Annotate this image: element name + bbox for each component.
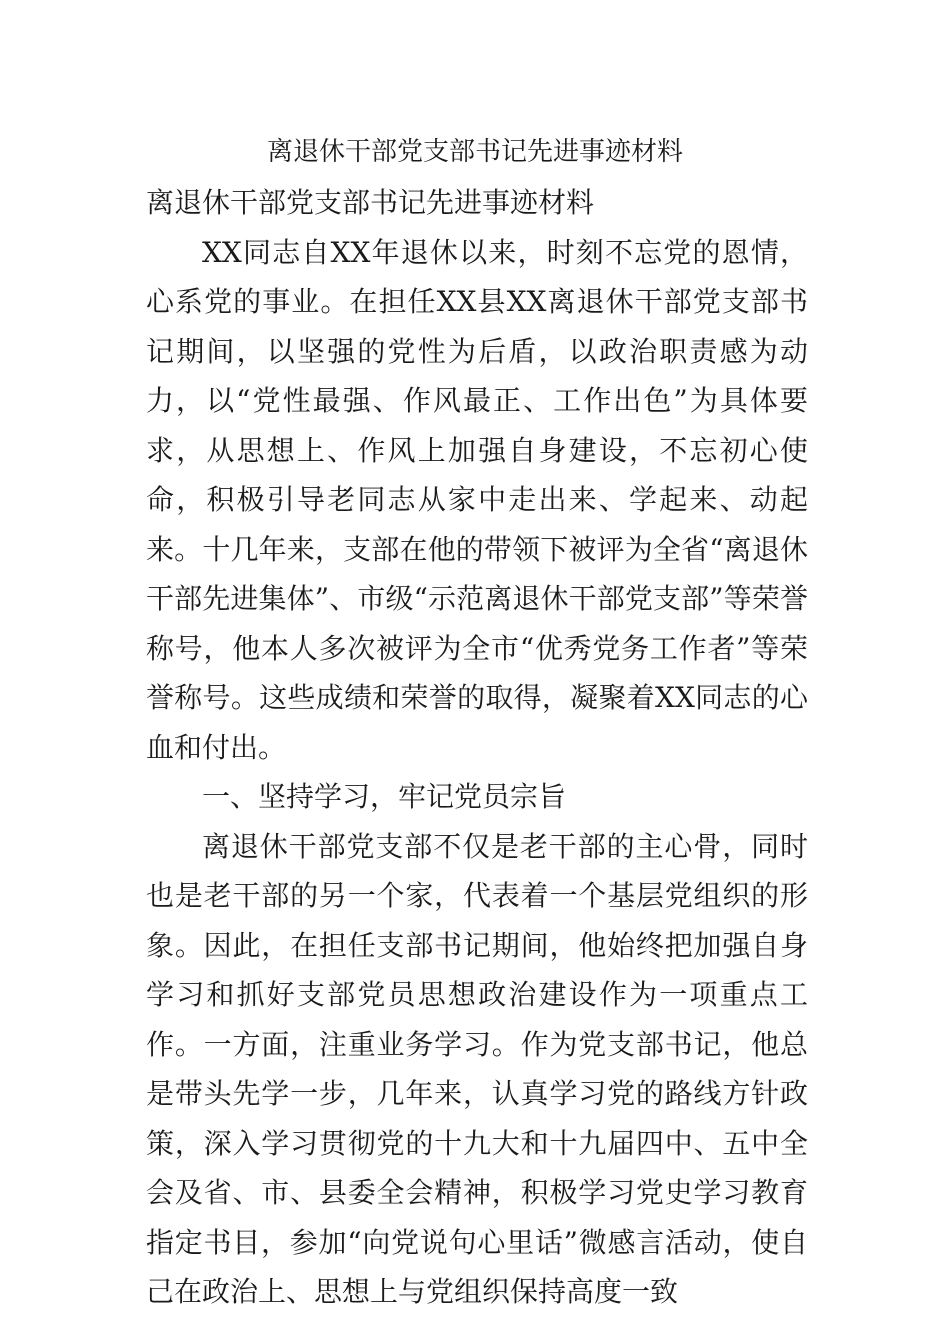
paragraph-section-1: 离退休干部党支部不仅是老干部的主心骨，同时也是老干部的另一个家，代表着一个基层党组织的形象。因此，在担任支部书记期间，他始终把加强自身学习和抓好支部党员思想政治建设作为一项重点工作。一方面，注重业务学习。作为党支部书记，他总是带头先学一步，几年来，认真学习党的路线方针政策，深入学习贯彻党的十九大和十九届四中、五中全会及省、市、县委全会精神，积极学习党史学习教育指定书目，参加“向党说句心里话”微感言活动，使自己在政治上、思想上与党组织保持高度一致	[146, 829, 808, 1308]
section-heading-1: 一、坚持学习，牢记党员宗旨	[202, 780, 567, 813]
document-title: 离退休干部党支部书记先进事迹材料	[266, 137, 683, 167]
paragraph-intro: XX同志自XX年退休以来，时刻不忘党的恩情，心系党的事业。在担任XX县XX离退休干部党支部书记期间，以坚强的党性为后盾，以政治职责感为动力，以“党性最强、作风最正、工作出色”为具体要求，从思想上、作风上加强自身建设，不忘初心使命，积极引导老同志从家中走出来、学起来、动起来。十几年来，支部在他的带领下被评为全省“离退休干部先进集体”、市级“示范离退休干部党支部”等荣誉称号，他本人多次被评为全市“优秀党务工作者”等荣誉称号。这些成绩和荣誉的取得，凝聚着XX同志的心血和付出。	[146, 235, 808, 764]
document-subtitle: 离退休干部党支部书记先进事迹材料	[146, 186, 595, 219]
document-body	[146, 178, 808, 1317]
